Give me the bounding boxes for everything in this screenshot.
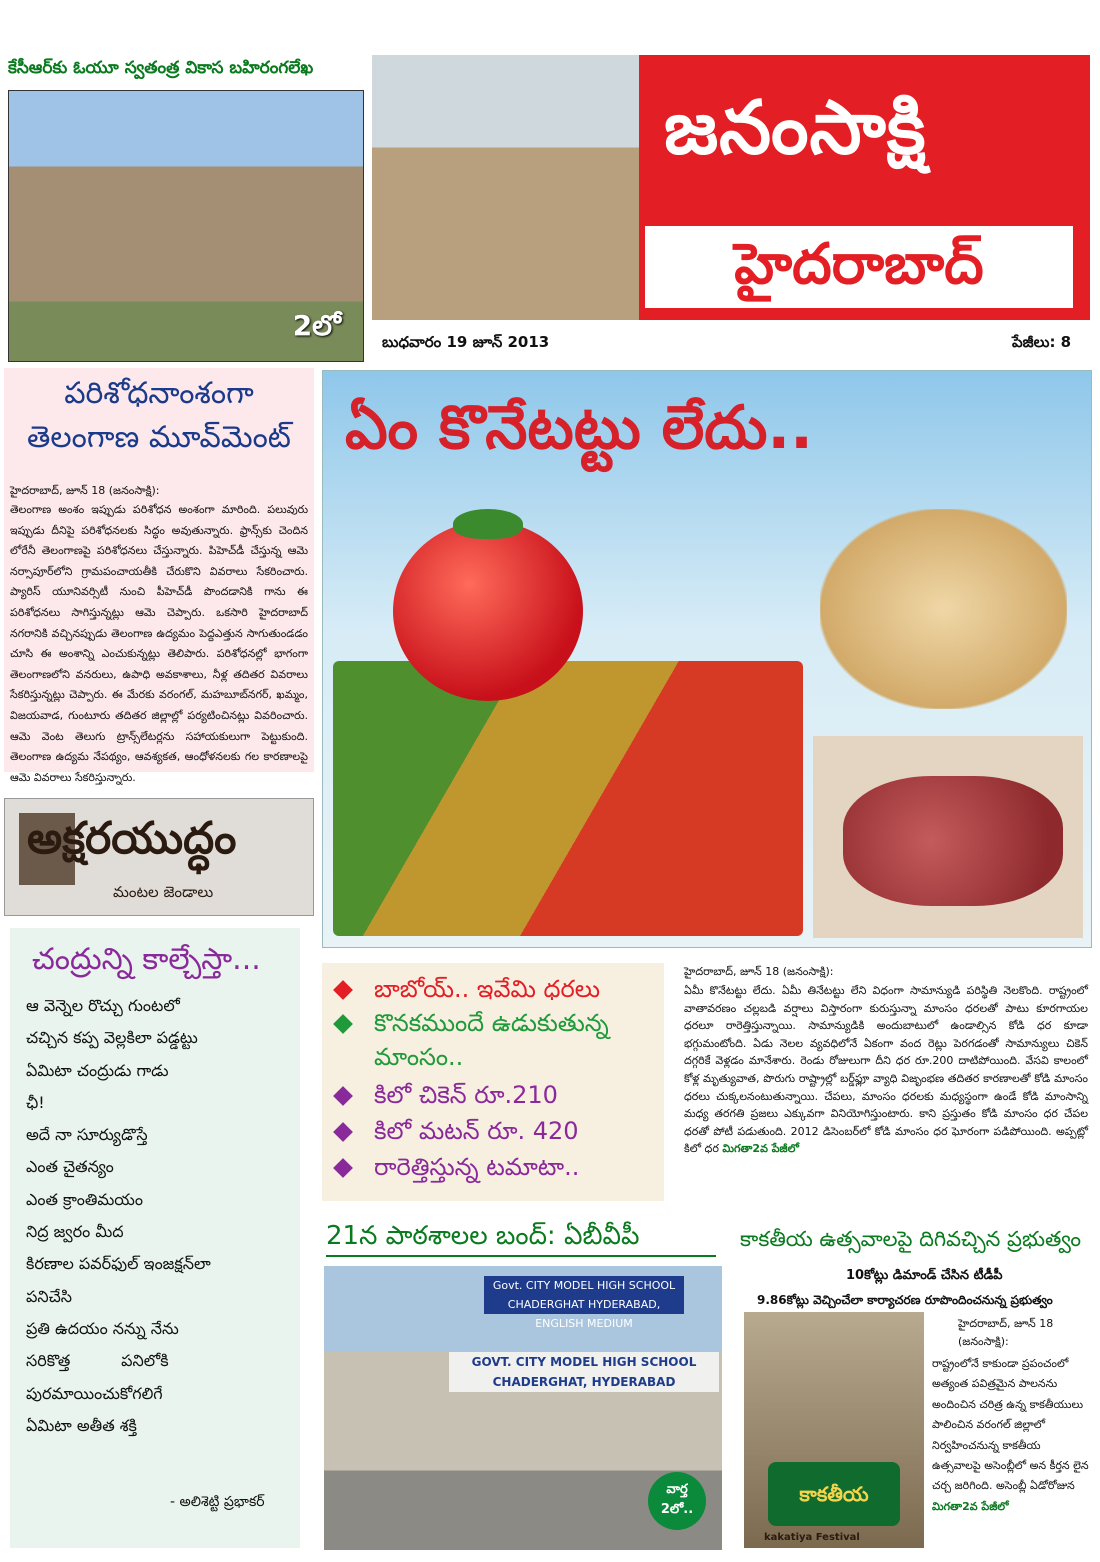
chicken-photo: [820, 509, 1067, 709]
research-body: తెలంగాణ అంశం ఇప్పుడు పరిశోధన అంశంగా మారింది. పలువురు ఇప్పుడు దీనిపై పరిశోధనలకు సిద్ధం అవుతున్నారు. ఫ్రాన్స్‌కు చెందిన లోరేనీ తెలంగాణపై పరిశోధనలు చేస్తున్నారు. పిహెచ్‌డీ చేస్తున్న ఆమె నర్సాపూర్‌లోని గ్రామపంచాయతీకి చేరుకొని వివరాలు సేకరించారు. ప్యారిస్ యూనివర్సిటీ నుంచి పీహెచ్‌డీ పొందడానికి గాను ఈ పరిశోధనలు సాగిస్తున్నట్లు ఆమె చెప్పారు. ఒకసారి హైదరాబాద్ నగరానికి వచ్చినప్పుడు తెలంగాణ ఉద్యమం పెద్దఎత్తున సాగుతుండడం చూసి ఈ అంశాన్ని ఎంచుకున్నట్లు తెలిపారు. పరిశోధనల్లో భాగంగా తెలంగాణలోని వనరులు, ఉపాధి అవకాశాలు, నీళ్ల తదితర వివరాలు సేకరిస్తున్నట్లు చెప్పారు. ఈ మేరకు వరంగల్, మహబూబ్‌నగర్, ఖమ్మం, విజయవాడ, గుంటూరు తదితర జిల్లాల్లో పర్యటించినట్లు వివరించారు. ఆమె వెంట తెలుగు ట్రాన్స్‌లేటర్లను సహాయకులుగా పెట్టుకుంది. తెలంగాణ ఉద్యమ నేపథ్యం, ఆవశ్యకత, ఆంధోళనలకు గల కారణాలపై ఆమె వివరాలు సేకరిస్తున్నారు.: [10, 503, 308, 784]
research-title-line-1: పరిశోధనాంశంగా: [64, 376, 254, 411]
mutton-meat: [843, 776, 1063, 906]
highlight-item: [336, 1081, 558, 1115]
diamond-bullet-icon: [333, 1158, 353, 1178]
prices-dateline: హైదరాబాద్, జూన్ 18 (జనంసాక్షి):: [684, 965, 834, 978]
newspaper-logo: జనంసాక్షి: [664, 85, 927, 171]
prices-body-text: ఏమీ కొనేటట్టు లేదు. ఏమీ తినేటట్టు లేని విధంగా సామాన్యుడి పరిస్థితి నెలకొంది. రాష్ట్రంలో వాతావరణం చల్లబడి వర్షాలు విస్తారంగా కురుస్తున్నా మాంసం ధరలతో పాటు కూరగాయల ధరలూ రారెత్తిస్తున్నాయి. సామాన్యుడికి అందుబాటులో ఉండాల్సిన కోడి ధర కూడా భగ్గుమంటోంది. ఏడు నెలల వ్యవధిలోనే ఏకంగా వంద రెట్లు పెరగడంతో సామాన్యులు చికెన్ దగ్గరికే వెళ్లడం మానేశారు. రెండు రోజులుగా దీని ధర రూ.200 దాటిపోయింది. వేసవి కాలంలో కోళ్ల మృత్యువాత, పొరుగు రాష్ట్రాల్లో బర్డ్‌ఫ్లూ వ్యాధి విజృంభణ తదితర కారణాలతో కోడి మాంసం ధరలు చుక్కలనంటుతున్నాయి. చేపలు, మాంసం ధరలకు మధ్యస్థంగా ఉండే కోడి మాంసాన్ని మధ్య తరగతి ప్రజలు ఎక్కువగా వినియోగిస్తుంటారు. కాని ప్రస్తుతం కోడి మాంసం ధర చేపల ధరతో పోటీ పడుతుంది. 2012 డిసెంబర్‌లో కోడి మాంసం ధర ఘోరంగా పడిపోయింది. అప్పట్లో కిలో ధర: [684, 984, 1088, 1156]
diamond-bullet-icon: [333, 980, 353, 1000]
highlight-text: రారెత్తిస్తున్న టమాటా..: [374, 1153, 580, 1181]
kakatiya-festival-label: kakatiya Festival: [764, 1532, 860, 1543]
poem-line: కిరణాల పవర్‌ఫుల్ ఇంజక్షన్‌లా: [26, 1254, 211, 1274]
kakatiya-body: [932, 1354, 1090, 1517]
news-continued-badge[interactable]: [648, 1472, 706, 1530]
feature-headline: ఏం కొనేటట్టు లేదు..: [345, 393, 813, 463]
vegetable-market-photo: [333, 661, 803, 936]
city-edition-box: [642, 223, 1076, 311]
poem-line: పనిచేసి: [26, 1286, 73, 1306]
highlight-text: కిలో మటన్ రూ. 420: [374, 1117, 579, 1145]
poem-line: చచ్చిన కప్ప వెల్లకిలా పడ్డట్టు: [26, 1028, 198, 1048]
highlight-item: [336, 1117, 579, 1151]
school-sign-name: GOVT. CITY MODEL HIGH SCHOOL: [471, 1355, 697, 1369]
university-photo: [8, 90, 364, 362]
city-edition: హైదరాబాద్: [734, 232, 984, 297]
prices-body: [684, 982, 1088, 1158]
poem-lines: [26, 990, 298, 1442]
poem-line: అదే నా సూర్యుడొస్తే: [26, 1125, 148, 1145]
highlight-item-continued: [374, 1043, 463, 1077]
poem-line: ఎంత చైతన్యం: [26, 1157, 114, 1177]
highlight-text: కొనకముందే ఉడుకుతున్న: [374, 1009, 609, 1037]
masthead: [372, 55, 1090, 320]
kakatiya-festival-photo: [744, 1312, 924, 1548]
continued-link[interactable]: మిగతా2వ పేజీలో: [722, 1142, 799, 1156]
kakatiya-logo: కాకతీయ: [768, 1462, 900, 1526]
badge-line: వార్త: [666, 1482, 688, 1497]
school-sign-top: [484, 1276, 684, 1330]
diamond-bullet-icon: [333, 1086, 353, 1106]
akshara-subtitle: మంటల జెండాలు: [113, 883, 214, 901]
top-left-caption: కేసీఆర్‌కు ఓయూ స్వతంత్ర వికాస బహిరంగలేఖ: [8, 58, 314, 78]
kakatiya-subhead-1: 10కోట్లు డిమాండ్ చేసిన టీడీపీ: [846, 1268, 1003, 1283]
school-sign-address: CHADERGHAT, HYDERABAD: [492, 1375, 676, 1389]
akshara-title: అక్షరయుద్ధం: [27, 813, 237, 864]
price-highlights: [322, 963, 664, 1201]
kakatiya-headline: కాకతీయ ఉత్సవాలపై దిగివచ్చిన ప్రభుత్వం: [740, 1227, 1082, 1251]
badge-line: 2లో..: [660, 1502, 694, 1517]
poem-title: చంద్రున్ని కాల్చేస్తా...: [32, 942, 261, 977]
akshara-yudham-banner: [4, 798, 314, 916]
kakatiya-body-text: రాష్ట్రంలోనే కాకుండా ప్రపంచంలో అత్యంత పవిత్రమైన పాలనను అందించిన చరిత్ర ఉన్న కాకతీయులు పాలించిన వరంగల్ జిల్లాలో నిర్వహించనున్న కాకతీయ ఉత్సవాలపై అసెంబ్లీలో అన కీర్తన లైన చర్చ జరిగింది. అసెంబ్లీ ఏడోరోజున: [932, 1357, 1089, 1493]
highlight-item: [336, 975, 600, 1009]
poem-line: సరికొత్త పనిలోకి: [26, 1351, 169, 1371]
poem-line: ప్రతి ఉదయం నన్ను నేను: [26, 1318, 179, 1338]
angry-tomato-illustration: [393, 521, 583, 701]
kakatiya-subhead-2: 9.86కోట్లు వెచ్చించేలా కార్యాచరణ రూపొందించనున్న ప్రభుత్వం: [757, 1293, 1053, 1307]
poem-box: [10, 928, 300, 1548]
page-badge: 2లో: [292, 309, 341, 342]
school-sign-name: Govt. CITY MODEL HIGH SCHOOL: [492, 1279, 676, 1292]
price-feature: [322, 370, 1092, 948]
mutton-photo: [813, 736, 1083, 938]
diamond-bullet-icon: [333, 1122, 353, 1142]
highlight-text: కిలో చికెన్ రూ.210: [374, 1081, 558, 1109]
issue-date: బుధవారం 19 జూన్ 2013: [382, 333, 550, 351]
poem-line: పురమాయించుకోగలిగే: [26, 1383, 163, 1403]
school-photo: [324, 1266, 722, 1550]
poem-line: నిద్ర జ్వరం మీద: [26, 1222, 124, 1242]
continued-link[interactable]: మిగతా2వ పేజీలో: [932, 1499, 1009, 1513]
highlight-item: [336, 1009, 609, 1043]
tomato-leaf: [453, 509, 523, 539]
bandh-headline: 21న పాఠశాలల బంద్: ఏబీవీపీ: [326, 1221, 716, 1257]
research-dateline: హైదరాబాద్, జూన్ 18 (జనంసాక్షి):: [10, 484, 160, 497]
highlight-text: మాంసం..: [374, 1043, 464, 1071]
research-story: [4, 368, 314, 784]
kakatiya-dateline: హైదరాబాద్, జూన్ 18 (జనంసాక్షి):: [958, 1317, 1054, 1348]
research-title-line-2: తెలంగాణ మూవ్‌మెంట్: [27, 420, 291, 455]
poem-line: ఛీ!: [26, 1092, 45, 1112]
highlight-text: బాబోయ్.. ఇవేమి ధరలు: [374, 975, 601, 1003]
school-sign-bottom: [449, 1352, 719, 1392]
poem-author: - అలిశెట్టి ప్రభాకర్: [170, 1494, 265, 1510]
page-count: పేజీలు: 8: [1012, 333, 1072, 351]
poem-line: ఏమిటా చంద్రుడు గాడు: [26, 1060, 169, 1080]
poem-line: ఏమిటా అతీత శక్తి: [26, 1415, 137, 1435]
poem-line: ఆ వెన్నెల రొచ్చు గుంటలో: [26, 996, 180, 1015]
poem-line: ఎంత క్రాంతిమయం: [26, 1189, 143, 1209]
charminar-photo: [372, 55, 639, 320]
highlight-item: [336, 1153, 579, 1187]
school-sign-address: CHADERGHAT HYDERABAD, ENGLISH MEDIUM: [507, 1298, 661, 1330]
diamond-bullet-icon: [333, 1014, 353, 1034]
